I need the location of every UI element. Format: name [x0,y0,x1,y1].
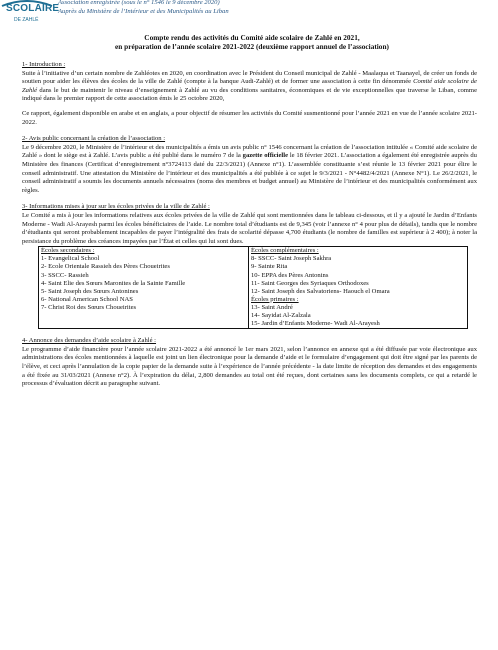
title-line-2: en préparation de l’année scolaire 2021-2022 (deuxième rapport annuel de l’association) [115,42,389,51]
paragraph: Ce rapport, également disponible en arabe et en anglais, a pour objectif de résumer les activités du Comité susmentionné pour l’année 2021 en vue de l’année scolaire 2021-2022. [22,109,477,126]
list-item: 4- Saint Elie des Sœurs Maronites de la Sainte Famille [41,279,186,287]
list-item: 6- National American School NAS [41,295,133,303]
list-item: 11- Saint Georges des Syriaques Orthodoxes [251,279,369,287]
list-item: 10- EPPA des Pères Antonins [251,271,329,279]
list-item: 3- SSCC- Rassieh [41,271,89,279]
list-item: 15- Jardin d’Enfants Moderne- Wadi Al-Arayesh [251,320,380,328]
table-heading: Écoles secondaires : [41,247,95,255]
list-item: 5- Saint Joseph des Sœurs Antonines [41,287,139,295]
section-introduction [22,61,477,127]
secondary-schools-cell [39,247,249,329]
paragraph: Le Comité a mis à jour les informations relatives aux écoles privées de la ville de Zahlé qui sont mentionnées dans le tableau ci-dessous, et il y a ajouté le Jardin d’Enfants Moderne - Wadi Al-Arayesh parmi les écoles bénéficiaires de l’aide. Le nombre total d’étudiants est de 9,345 (voir l’annexe n° 4 pour plus de détails), tandis que le nombre d’étudiants qui seront probablement incapables de payer l’intégralité des frais de scolarité dépasse 4,700 étudiants (le nombre de familles est supérieur à 2 400); à noter la persistance du problème des créances impayées par l’État et celles qui lui sont dues. [22,211,477,245]
letterhead [0,0,498,30]
list-item: 8- SSCC- Saint Joseph Sakhra [251,255,332,263]
paragraph: Le programme d’aide financière pour l’année scolaire 2021-2022 a été annoncé le 1er mars 2021, selon l’annonce en annexe qui a été diffusée par voie électronique aux administrations des écoles mentionnées à laquelle est joint un lien électronique pour la demande d’aide et le formulaire d’engagement qui doit être signé par les parents de l’élève, et ceci après l’annulation de la copie papier de la demande suite à l’expérience de l’année précédente - la date limite de réception des demandes et des engagements a été fixée au 31/03/2021 (Annexe n°2). À l’expiration du délai, 2,800 demandes au total ont été reçues, dont certaines sans les documents complets, ce qui a retardé le processus d’évaluation décrit au paragraphe suivant. [22,345,477,388]
section-avis-public [22,135,477,195]
letterhead-line-1: Association enregistrée (sous le n° 1546 le 9 décembre 2020) [58,0,220,6]
section-heading: 3- Informations mises à jour sur les écoles privées de la ville de Zahlé : [22,203,210,211]
table-heading: Écoles complémentaires : [251,247,319,255]
section-heading: 2- Avis public concernant la création de l’association : [22,135,166,143]
association-name: Comité aide scolaire de Zahlé [22,78,477,94]
logo-title: SCOLAIRE [6,3,60,14]
list-item: 2- Ecole Orientale Rassieh des Pères Choueirites [41,263,170,271]
report-body [22,61,477,389]
complementary-primary-cell [249,247,468,329]
paragraph [22,70,477,104]
section-heading: 4- Annonce des demandes d’aide scolaire à Zahlé : [22,337,157,345]
text-run: Suite à l’initiative d’un certain nombre de Zahléotes en 2020, en coordination avec le Président du Conseil municipal de Zahlé - Maalaqua et Taanayel, de créer un fonds de soutien pour aider les élèves des écoles de la ville de Zahlé (compte à la banque Audi-Zahlé) et de former une association à cette fin dénommée [22,69,477,86]
table-heading: Écoles primaires : [251,295,299,303]
list-item: 7- Christ Roi des Sœurs Choueirites [41,303,137,311]
list-item: 13- Saint André [251,303,293,311]
paragraph [22,144,477,196]
section-informations [22,203,477,246]
schools-table [38,246,468,329]
text-run: Le 9 décembre 2020, le Ministère de l’intérieur et des municipalités a émis un avis public n° 1546 concernant la création de l’association intitulée « Comité aide scolaire de Zahlé » dont le siège est à Zahlé. L’avis public a été publié dans le numéro 7 de la [22,143,477,160]
letterhead-line-2: Auprès du Ministère de l’Intérieur et des Municipalités au Liban [58,8,229,15]
gazette-label: gazette officielle [242,152,289,160]
title-line-1: Compte rendu des activités du Comité aide scolaire de Zahlé en 2021, [144,33,360,42]
logo-subtitle: DE ZAHLÉ [14,17,39,23]
association-logo [0,0,60,30]
section-annonce [22,337,477,389]
list-item: 14- Sayidat Al-Zalzala [251,312,311,320]
list-item: 12- Saint Joseph des Salvatoriens- Haouch el Omara [251,287,390,295]
text-run: le 18 février 2021. L’association a également été enregistrée auprès du Ministère des finances (Certificat d’enregistrement n°3724113 daté du 22/3/2021) (Annexe n°1). L’assemblée constituante s’est réunie le 13 février 2021 pour élire le conseil administratif. Une attestation du Ministère de l’intérieur et des municipalités a été publiée à ce sujet le 9/3/2021 - N°4482/4/2021 (Annexe N°1). Le 26/2/2021, le conseil administratif a soumis les documents annuels nécessaires (noms des membres et budget annuel) au Ministère de l’intérieur et des municipalités conformément aux règles. [22,152,477,194]
text-run: dans le but de maintenir le niveau d’enseignement à Zahlé au vu des conditions sanitaires, économiques et de vie exceptionnelles que traverse le Liban, comme indiqué dans le premier rapport de cette association émis le 25 octobre 2020, [22,86,477,103]
section-heading: 1- Introduction : [22,61,66,68]
list-item: 1- Evangelical School [41,255,100,263]
list-item: 9- Sainte Rita [251,263,288,271]
report-title [34,33,470,51]
letterhead-text [58,0,229,16]
